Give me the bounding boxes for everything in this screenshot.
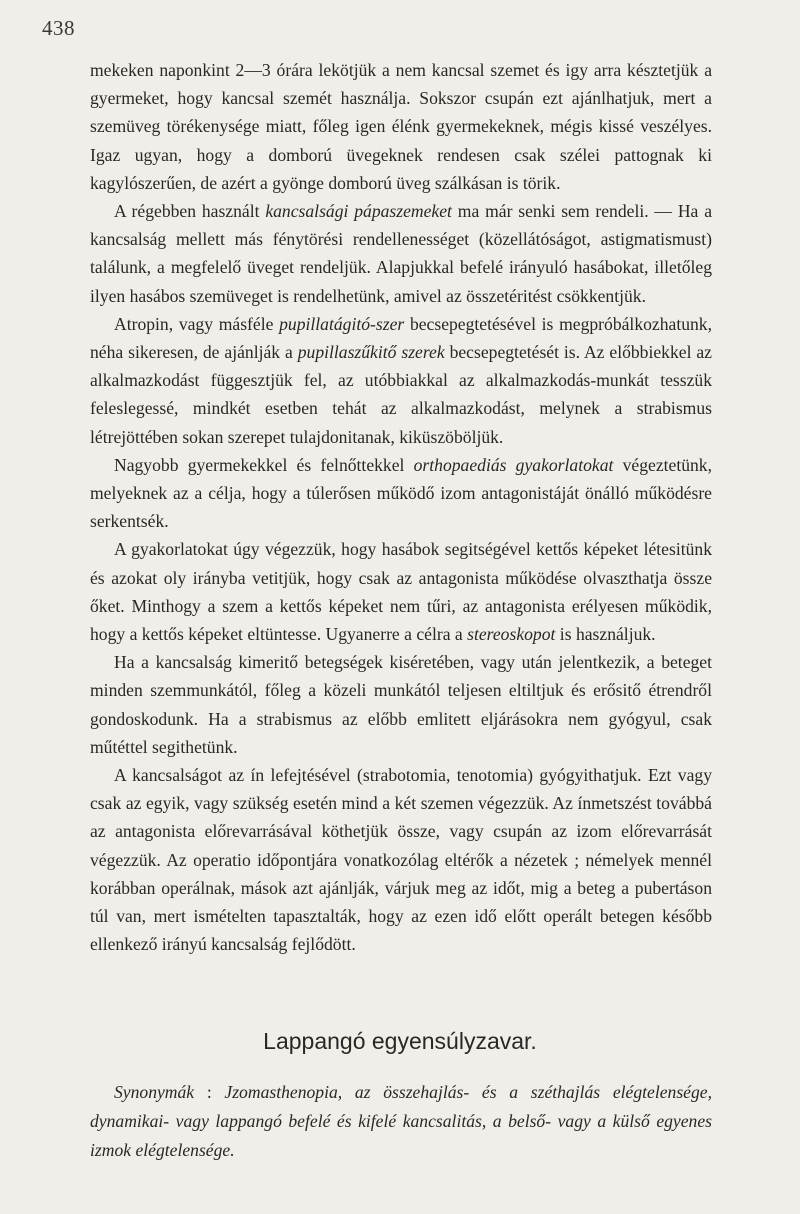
paragraph-text: mekeken naponkint 2—3 órára lekötjük a nem kancsal szemet és igy arra késztetjük a gyermeket, hogy kancsal szemét használja. Sokszor csupán ezt ajánlhatjuk, mert a szemüveg törékenysége miatt, főleg igen élénk gyermekeknek, mégis kissé veszélyes. Igaz ugyan, hogy a domború üvegeknek rendesen csak szélei pattognak ki kagylószerűen, de azért a gyönge domború üveg szálkásan is törik. — [90, 60, 712, 193]
body-paragraph — [90, 310, 712, 451]
body-paragraph — [90, 197, 712, 310]
body-paragraph — [90, 648, 712, 761]
emphasized-term: kancsalsági pápaszemeket — [265, 201, 452, 222]
emphasized-term: pupillaszűkitő szerek — [297, 342, 445, 363]
paragraph-text: A régebben használt — [114, 201, 266, 222]
paragraph-text: becsepegtetését is. Az előbbiekkel az alkalmazkodást függesztjük fel, az utóbbiakkal az alkalmazkodás-munkát tesszük feleslegessé, mindkét esetben tehát az alkalmazkodást, melynek a strabismus létrejöttében sokan szerepet tulajdonitanak, kiküszöböljük. — [90, 342, 712, 447]
synonyms-list: Jzomasthenopia, az összehajlás- és a széthajlás elégtelensége, dynamikai- vagy lappangó befelé és kifelé kancsalitás, a belső- vagy a külső egyenes izmok elégtelensége. — [90, 1082, 712, 1160]
paragraph-text: A gyakorlatokat úgy végezzük, hogy hasábok segitségével kettős képeket létesitünk és azokat oly irányba vetitjük, hogy csak az antagonista működése olvaszthatja össze őket. Minthogy a szem a kettős képeket nem tűri, az antagonista erélyesen működik, hogy a kettős képeket eltüntesse. Ugyanerre a célra a — [90, 539, 712, 645]
paragraph-text: becsepegtetésével is megpróbálkozhatunk, néha sikeresen, de ajánlják a — [90, 313, 713, 363]
paragraph-text: Atropin, vagy másféle — [114, 313, 280, 334]
paragraph-text: végeztetünk, melyeknek az a célja, hogy a túlerősen működő izom antagonistáját önálló működésre serkentsék. — [90, 454, 712, 532]
emphasized-term: pupillatágitó-szer — [279, 313, 405, 334]
paragraph-text: is használjuk. — [555, 624, 656, 645]
page-number: 438 — [42, 16, 75, 40]
paragraph-text: A kancsalságot az ín lefejtésével (strabotomia, tenotomia) gyógyithatjuk. Ezt vagy csak az egyik, vagy szükség esetén mind a két szemen végezzük. Az ínmetszést továbbá az antagonista előrevarrásával köthetjük össze, vagy csupán az izom előrevarrását végezzük. Az operatio időpontjára vonatkozólag eltérők a nézetek ; némelyek mennél korábban operálnak, mások azt ajánlják, várjuk meg az időt, mig a beteg a pubertáson túl van, mert ismételten tapasztalták, hogy az ezen idő előtt operált betegen később ellenkező irányú kancsalság fejlődött. — [90, 765, 712, 955]
emphasized-term: stereoskopot — [467, 624, 556, 645]
body-paragraph — [90, 451, 712, 536]
emphasized-term: orthopaediás gyakorlatokat — [413, 454, 614, 475]
paragraph-text: ma már senki sem rendeli. — Ha a kancsalság mellett más fénytörési rendellenességet (közellátóságot, astigmatismust) találunk, a megfelelő üveget rendeljük. Alapjukkal befelé irányuló hasábokat, illetőleg ilyen hasábos szemüveget is rendelhetünk, amivel az összetéritést csökkentjük. — [90, 201, 712, 306]
paragraph-text: Nagyobb gyermekekkel és felnőttekkel — [114, 454, 414, 475]
synonyms-paragraph — [90, 1078, 712, 1165]
body-paragraph — [90, 761, 712, 958]
body-text — [90, 56, 712, 959]
body-paragraph — [90, 56, 712, 197]
synonyms-lead: Synonymák — [114, 1082, 195, 1102]
section-heading: Lappangó egyensúlyzavar. — [263, 1028, 537, 1054]
synonyms-block — [90, 1078, 712, 1165]
synonyms-separator: : — [194, 1082, 225, 1102]
paragraph-text: Ha a kancsalság kimeritő betegségek kiséretében, vagy után jelentkezik, a beteget minden szemmunkától, főleg a közeli munkától teljesen eltiltjuk és erősitő étrendről gondoskodunk. Ha a strabismus az előbb emlitett eljárásokra nem gyógyul, csak műtéttel segithetünk. — [90, 652, 712, 757]
body-paragraph — [90, 535, 712, 648]
